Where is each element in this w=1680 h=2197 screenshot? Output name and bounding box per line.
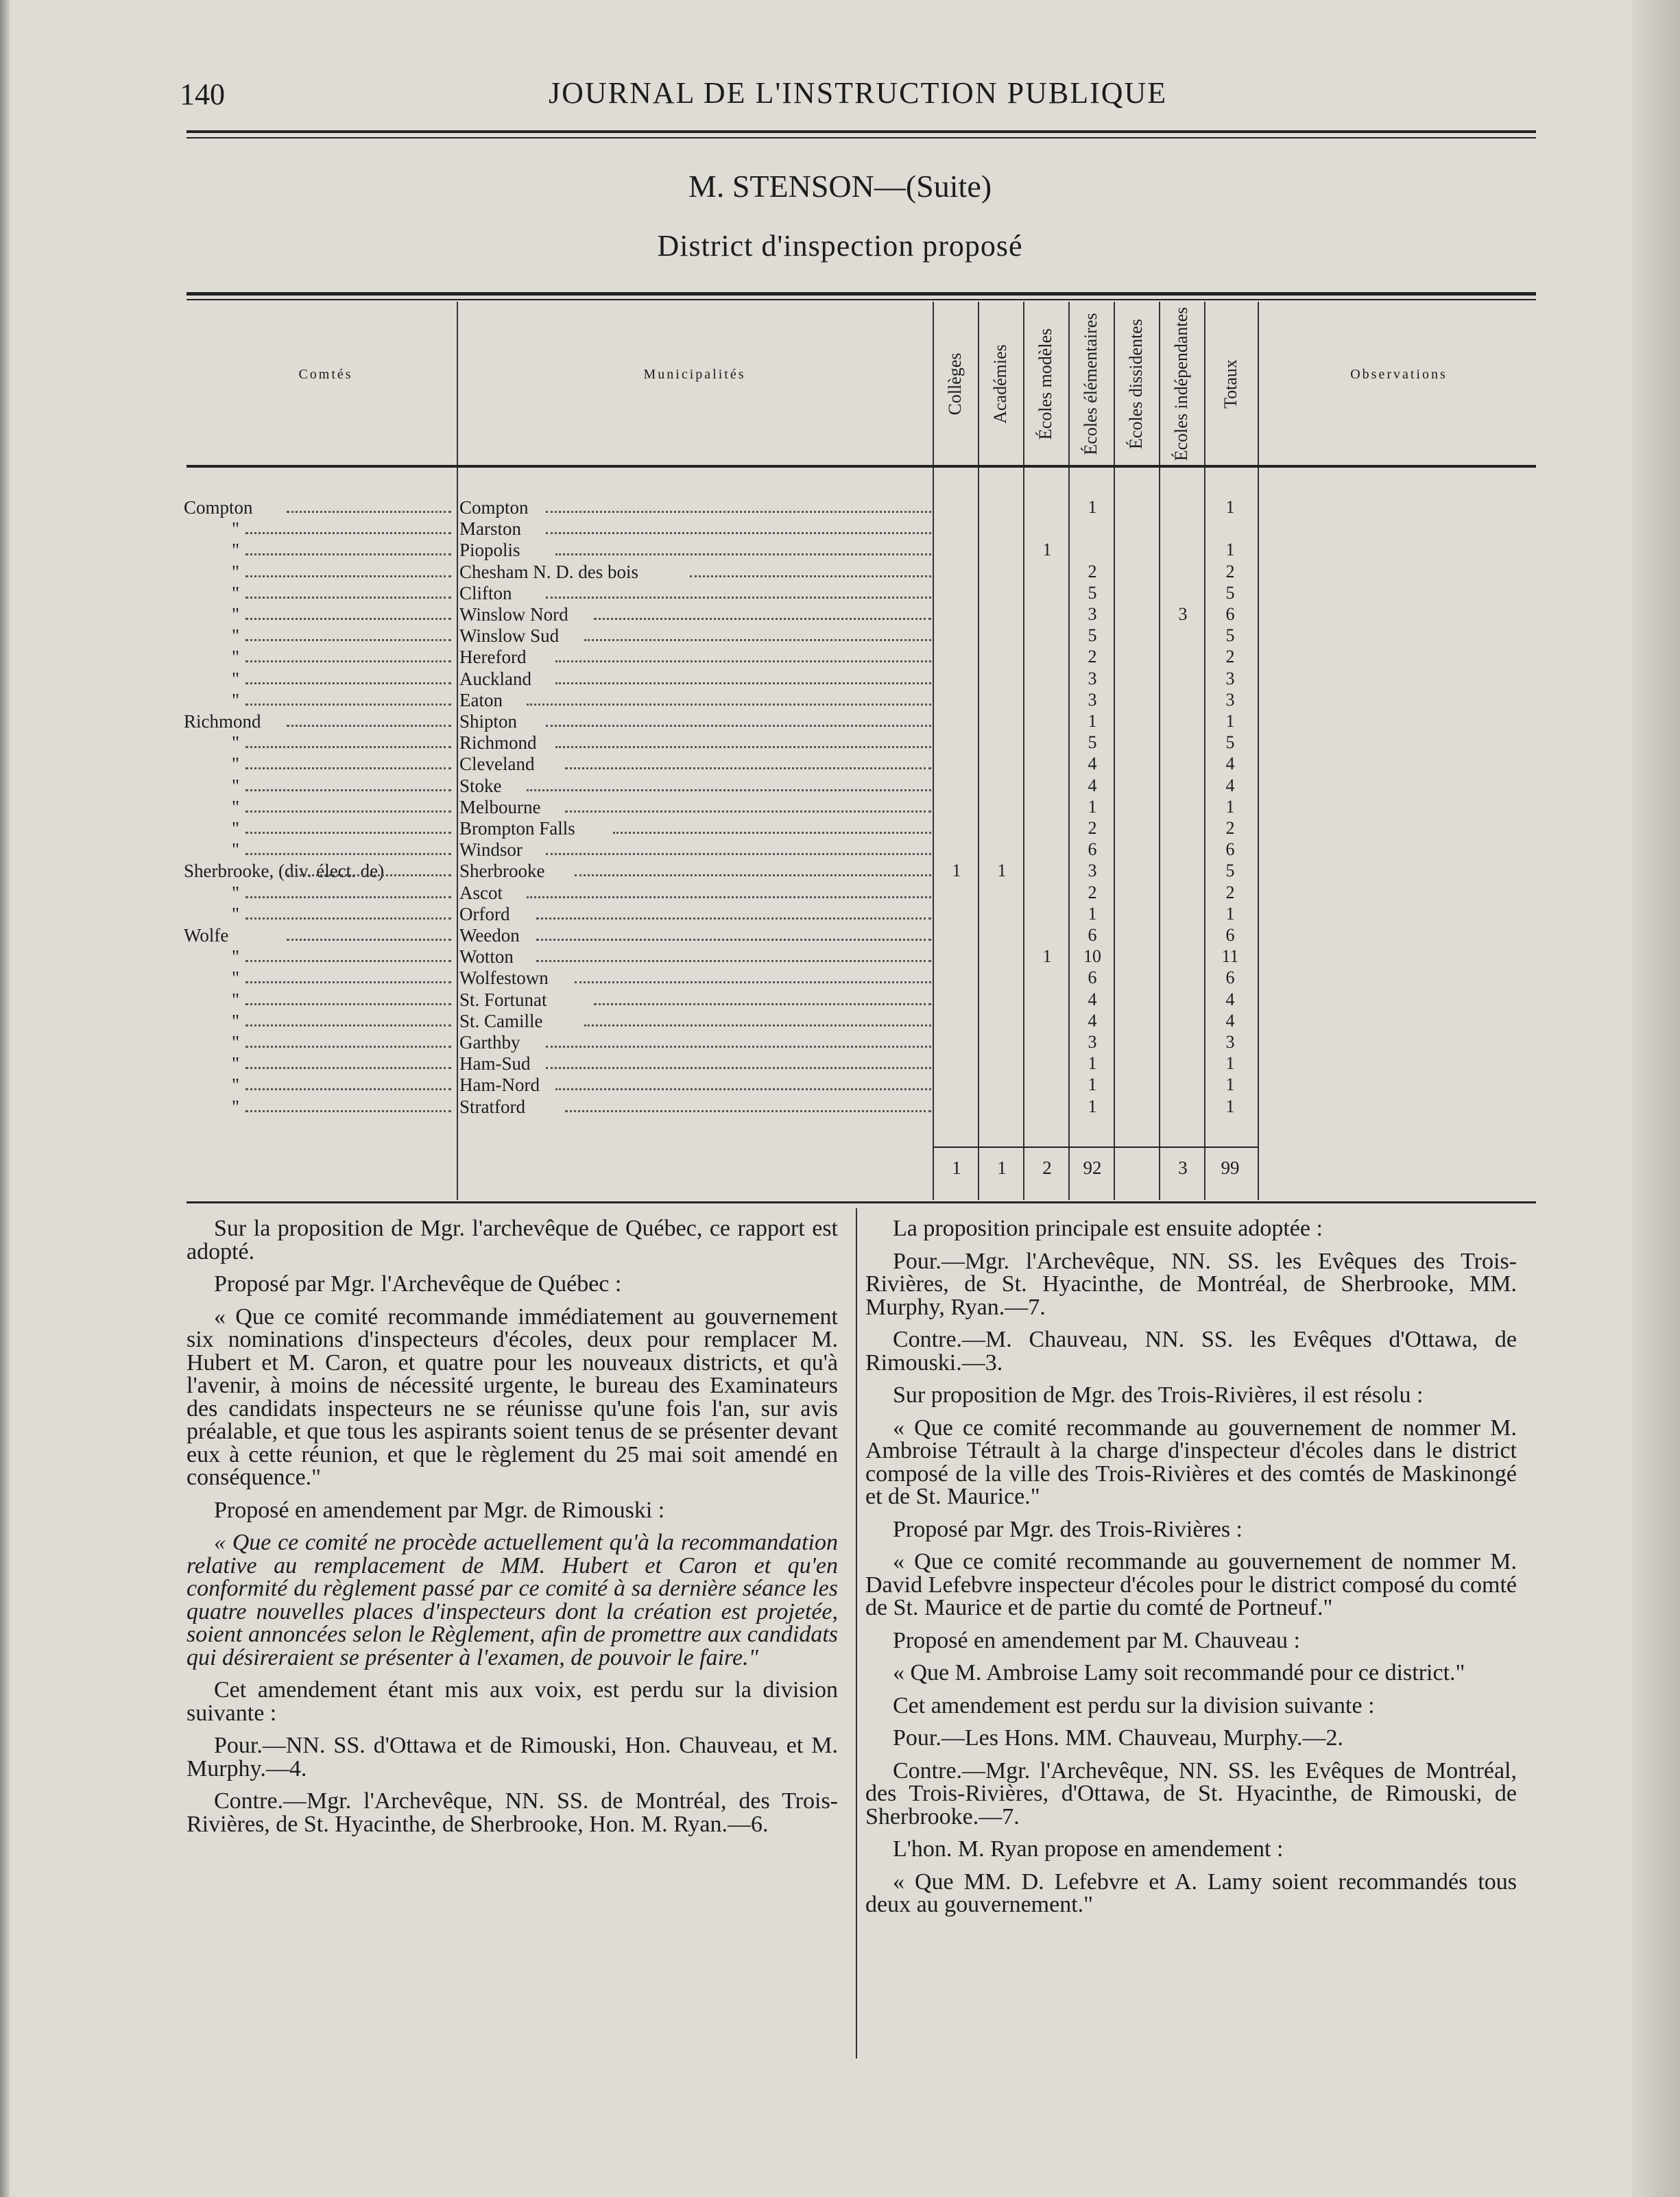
count-ele: 2 xyxy=(1088,561,1097,581)
municipality-cell: Shipton xyxy=(459,711,518,732)
county-cell: " xyxy=(232,604,240,625)
leader-dots xyxy=(245,959,451,962)
leader-dots xyxy=(245,659,451,662)
table-title: M. STENSON—(Suite) xyxy=(688,169,992,204)
county-cell: " xyxy=(232,754,240,775)
leader-dots xyxy=(245,788,451,791)
count-ele: 6 xyxy=(1088,968,1097,988)
table-row xyxy=(184,583,1267,604)
county-cell: " xyxy=(232,647,240,668)
leader-dots xyxy=(245,852,451,855)
count-tot: 3 xyxy=(1225,668,1235,688)
municipality-cell: Hereford xyxy=(459,647,527,668)
leader-dots xyxy=(245,1023,451,1027)
county-cell: Sherbrooke, (div. élect. de) xyxy=(184,861,385,882)
municipality-cell: Windsor xyxy=(459,839,523,861)
municipality-cell: Auckland xyxy=(459,668,531,689)
leader-dots xyxy=(565,809,931,813)
leader-dots xyxy=(536,937,931,941)
municipality-cell: Winslow Sud xyxy=(459,625,560,647)
municipality-cell: Wolfestown xyxy=(459,968,549,989)
county-cell: " xyxy=(232,689,240,710)
table-row xyxy=(184,518,1267,540)
totals-row xyxy=(184,1157,1267,1179)
leader-dots xyxy=(245,681,451,684)
leader-dots xyxy=(245,1109,451,1112)
table-bottom-rule xyxy=(187,1201,1536,1203)
table-row xyxy=(184,625,1267,647)
municipality-cell: Garthby xyxy=(459,1032,520,1053)
count-ele: 1 xyxy=(1088,796,1097,817)
col-header-municipalites: Municipalités xyxy=(643,367,746,382)
table-row xyxy=(184,562,1267,583)
leader-dots xyxy=(287,873,451,876)
count-ele: 2 xyxy=(1088,818,1097,838)
county-cell: " xyxy=(232,1096,240,1117)
count-ele: 1 xyxy=(1088,1096,1097,1116)
vote-pour: Pour.—NN. SS. d'Ottawa et de Rimouski, Hon. Chauveau, et M. Murphy.—4. xyxy=(187,1733,838,1781)
count-ele: 1 xyxy=(1088,903,1097,924)
leader-dots xyxy=(287,723,451,727)
leader-dots xyxy=(690,574,931,577)
count-tot: 1 xyxy=(1225,1053,1235,1074)
municipality-cell: Brompton Falls xyxy=(459,818,575,839)
count-ele: 4 xyxy=(1088,754,1097,774)
table-row xyxy=(184,1011,1267,1032)
leader-dots xyxy=(245,1087,451,1090)
count-ele: 1 xyxy=(1088,1053,1097,1074)
leader-dots xyxy=(245,1066,451,1069)
count-ele: 2 xyxy=(1088,882,1097,902)
table-row xyxy=(184,861,1267,882)
table-row xyxy=(184,690,1267,711)
count-tot: 2 xyxy=(1225,647,1235,667)
leader-dots xyxy=(245,702,451,706)
paragraph: Sur proposition de Mgr. des Trois-Rivières, il est résolu : xyxy=(893,1382,1424,1408)
leader-dots xyxy=(546,595,931,599)
leader-dots xyxy=(594,1002,931,1005)
column-divider xyxy=(856,1208,857,2058)
count-tot: 6 xyxy=(1225,925,1235,945)
col-header-observations: Observations xyxy=(1350,367,1448,382)
leader-dots xyxy=(546,1066,931,1069)
leader-dots xyxy=(245,574,451,577)
col-header-comtes: Comtés xyxy=(298,367,353,382)
col-header-ecoles-dissidentes: Écoles dissidentes xyxy=(1126,319,1146,449)
municipality-cell: Wotton xyxy=(459,946,514,968)
county-cell: Wolfe xyxy=(184,925,229,946)
quotation: « Que M. Ambroise Lamy soit recommandé pour ce district." xyxy=(893,1660,1465,1685)
count-mod: 1 xyxy=(1042,540,1052,560)
totals-rule xyxy=(934,1146,1258,1148)
count-tot: 1 xyxy=(1225,497,1235,517)
count-tot: 5 xyxy=(1225,582,1235,603)
county-cell: " xyxy=(232,839,240,861)
county-cell: " xyxy=(232,946,240,968)
table-row xyxy=(184,497,1267,518)
count-col: 1 xyxy=(952,861,961,881)
leader-dots xyxy=(555,745,931,748)
count-mod: 1 xyxy=(1042,946,1052,967)
count-tot: 1 xyxy=(1225,796,1235,817)
municipality-cell: Chesham N. D. des bois xyxy=(459,561,638,582)
municipality-cell: Sherbrooke xyxy=(459,861,545,882)
leader-dots xyxy=(546,531,931,534)
leader-dots xyxy=(546,1044,931,1048)
count-ele: 1 xyxy=(1088,1075,1097,1095)
leader-dots xyxy=(245,809,451,813)
leader-dots xyxy=(546,723,931,727)
count-tot: 6 xyxy=(1225,604,1235,624)
col-header-totaux: Totaux xyxy=(1221,359,1240,409)
table-row xyxy=(184,776,1267,797)
leader-dots xyxy=(584,638,931,641)
count-ind: 3 xyxy=(1178,604,1188,624)
count-tot: 1 xyxy=(1225,540,1235,560)
leader-dots xyxy=(536,916,931,920)
county-cell: " xyxy=(232,796,240,817)
table-row xyxy=(184,1096,1267,1118)
count-aca: 1 xyxy=(997,861,1007,881)
leader-dots xyxy=(245,916,451,920)
count-ele: 3 xyxy=(1088,861,1097,881)
leader-dots xyxy=(245,552,451,555)
count-tot: 2 xyxy=(1225,882,1235,902)
county-cell: " xyxy=(232,903,240,924)
municipality-cell: Eaton xyxy=(459,689,503,710)
municipality-cell: Melbourne xyxy=(459,796,541,817)
leader-dots xyxy=(565,1109,931,1112)
quotation: « Que ce comité recommande au gouvernement de nommer M. Ambroise Tétrault à la charge d'inspecteur d'écoles dans le district composé de la ville des Trois-Rivières et des comtés de Maskinongé et de St. Maurice." xyxy=(865,1415,1517,1509)
leader-dots xyxy=(555,681,931,684)
county-cell: " xyxy=(232,625,240,647)
col-header-ecoles-independantes: Écoles indépendantes xyxy=(1171,307,1191,461)
paragraph: L'hon. M. Ryan propose en amendement : xyxy=(893,1836,1284,1862)
leader-dots xyxy=(575,980,931,983)
count-ele: 3 xyxy=(1088,1032,1097,1052)
count-ele: 4 xyxy=(1088,775,1097,795)
table-row xyxy=(184,968,1267,989)
quotation: « Que ce comité recommande immédiatement au gouvernement six nominations d'inspecteurs d'écoles, deux pour remplacer M. Hubert et M. Caron, et quatre pour les nouveaux districts, et qu'à l'avenir, à moins de nécessité urgente, le bureau des Examinateurs des candidats inspecteurs ne se réunisse qu'une fois l'an, sur avis préalable, et que tous les aspirants soient tenus de se présenter devant eux à cette réunion, et que le règlement du 25 mai soit amendé en conséquence." xyxy=(187,1304,838,1490)
vote-contre: Contre.—Mgr. l'Archevêque, NN. SS. les Evêques de Montréal, des Trois-Rivières, d'Ottawa, de St. Hyacinthe, de Rimouski, de Sherbrooke.—7. xyxy=(865,1757,1517,1829)
vote-pour: Pour.—Mgr. l'Archevêque, NN. SS. les Evêques des Trois-Rivières, de St. Hyacinthe, de Montréal, de Sherbrooke, MM. Murphy, Ryan.—7. xyxy=(865,1248,1517,1320)
municipality-cell: Marston xyxy=(459,518,521,540)
municipality-cell: Weedon xyxy=(459,925,520,946)
total-totaux: 99 xyxy=(1221,1157,1240,1178)
leader-dots xyxy=(555,659,931,662)
table-row xyxy=(184,732,1267,754)
municipality-cell: Stoke xyxy=(459,775,502,796)
county-cell: " xyxy=(232,1032,240,1053)
count-ele: 4 xyxy=(1088,1010,1097,1031)
leader-dots xyxy=(584,1023,931,1027)
table-row xyxy=(184,925,1267,946)
county-cell: " xyxy=(232,540,240,561)
table-row xyxy=(184,669,1267,690)
scan-edge-left xyxy=(0,0,10,2197)
total-colleges: 1 xyxy=(952,1157,961,1178)
municipality-cell: Compton xyxy=(459,497,529,518)
scan-edge-right xyxy=(1632,0,1680,2197)
table-row xyxy=(184,1032,1267,1053)
count-tot: 1 xyxy=(1225,903,1235,924)
count-tot: 6 xyxy=(1225,839,1235,860)
county-cell: " xyxy=(232,989,240,1010)
count-ele: 6 xyxy=(1088,839,1097,860)
table-row xyxy=(184,818,1267,839)
paragraph: Proposé par Mgr. l'Archevêque de Québec : xyxy=(214,1271,622,1297)
municipality-cell: Clifton xyxy=(459,582,512,603)
table-row xyxy=(184,754,1267,775)
count-ele: 3 xyxy=(1088,689,1097,710)
paragraph: Proposé en amendement par Mgr. de Rimouski : xyxy=(214,1497,665,1523)
vote-contre: Contre.—M. Chauveau, NN. SS. les Evêques d'Ottawa, de Rimouski.—3. xyxy=(865,1327,1517,1376)
leader-dots xyxy=(546,509,931,513)
col-header-colleges: Collèges xyxy=(945,352,965,416)
county-cell: " xyxy=(232,1010,240,1031)
count-ele: 5 xyxy=(1088,732,1097,753)
table-row xyxy=(184,647,1267,668)
leader-dots xyxy=(287,937,451,941)
municipality-cell: Stratford xyxy=(459,1096,525,1117)
county-cell: " xyxy=(232,668,240,689)
leader-dots xyxy=(245,531,451,534)
paragraph: La proposition principale est ensuite adoptée : xyxy=(893,1216,1323,1241)
table-row xyxy=(184,797,1267,818)
col-header-ecoles-modeles: Écoles modèles xyxy=(1035,328,1055,440)
col-header-ecoles-elementaires: Écoles élémentaires xyxy=(1081,313,1101,455)
paragraph: Cet amendement étant mis aux voix, est perdu sur la division suivante : xyxy=(187,1677,838,1726)
total-elementaires: 92 xyxy=(1083,1157,1102,1178)
leader-dots xyxy=(245,766,451,769)
leader-dots xyxy=(245,895,451,898)
municipality-cell: Piopolis xyxy=(459,540,520,561)
county-cell: " xyxy=(232,582,240,603)
leader-dots xyxy=(245,1044,451,1048)
county-cell: Richmond xyxy=(184,711,261,732)
count-tot: 1 xyxy=(1225,1096,1235,1116)
municipality-cell: St. Camille xyxy=(459,1010,543,1031)
col-header-academies: Académies xyxy=(990,344,1010,424)
county-cell: " xyxy=(232,518,240,540)
table-row xyxy=(184,883,1267,904)
leader-dots xyxy=(565,766,931,769)
count-ele: 3 xyxy=(1088,668,1097,688)
table-row xyxy=(184,1075,1267,1096)
municipality-cell: Richmond xyxy=(459,732,537,754)
leader-dots xyxy=(245,745,451,748)
total-independantes: 3 xyxy=(1178,1157,1188,1178)
count-tot: 3 xyxy=(1225,689,1235,710)
municipality-cell: Ham-Nord xyxy=(459,1075,540,1096)
leader-dots xyxy=(245,638,451,641)
leader-dots xyxy=(555,1087,931,1090)
count-tot: 6 xyxy=(1225,968,1235,988)
leader-dots xyxy=(527,895,931,898)
municipality-cell: St. Fortunat xyxy=(459,989,547,1010)
count-tot: 5 xyxy=(1225,732,1235,753)
paragraph: Cet amendement est perdu sur la division suivante : xyxy=(893,1692,1375,1718)
leader-dots xyxy=(527,702,931,706)
running-title: JOURNAL DE L'INSTRUCTION PUBLIQUE xyxy=(549,76,1168,110)
paragraph: Sur la proposition de Mgr. l'archevêque de Québec, ce rapport est adopté. xyxy=(187,1216,838,1264)
count-ele: 1 xyxy=(1088,497,1097,517)
table-row xyxy=(184,711,1267,732)
leader-dots xyxy=(287,509,451,513)
count-ele: 6 xyxy=(1088,925,1097,945)
municipality-cell: Winslow Nord xyxy=(459,604,568,625)
vote-pour: Pour.—Les Hons. MM. Chauveau, Murphy.—2. xyxy=(893,1725,1343,1751)
leader-dots xyxy=(245,616,451,620)
count-tot: 2 xyxy=(1225,561,1235,581)
county-cell: " xyxy=(232,1053,240,1075)
table-row xyxy=(184,989,1267,1011)
text-column-right xyxy=(865,1217,1517,1926)
leader-dots xyxy=(245,1002,451,1005)
count-ele: 5 xyxy=(1088,582,1097,603)
leader-dots xyxy=(536,959,931,962)
count-tot: 4 xyxy=(1225,775,1235,795)
count-ele: 5 xyxy=(1088,625,1097,646)
county-cell: " xyxy=(232,775,240,796)
count-ele: 10 xyxy=(1083,946,1101,967)
quotation: « Que MM. D. Lefebvre et A. Lamy soient recommandés tous deux au gouvernement." xyxy=(865,1869,1517,1917)
count-tot: 1 xyxy=(1225,1075,1235,1095)
county-cell: " xyxy=(232,1075,240,1096)
leader-dots xyxy=(245,595,451,599)
count-tot: 11 xyxy=(1221,946,1239,967)
table-row xyxy=(184,839,1267,861)
county-cell: " xyxy=(232,732,240,754)
paragraph: Proposé en amendement par M. Chauveau : xyxy=(893,1627,1300,1653)
quotation: « Que ce comité ne procède actuellement qu'à la recommandation relative au remplacement de MM. Hubert et Caron et qu'en conformité du règlement passé par ce comité à sa dernière séance les quatre nouvelles places d'inspecteurs dont la création est projetée, soient annoncées selon le Règlement, afin de promettre aux candidats qui désireraient se présenter à l'examen, de pouvoir le faire." xyxy=(187,1530,838,1670)
county-cell: " xyxy=(232,818,240,839)
table-row xyxy=(184,904,1267,925)
municipality-cell: Orford xyxy=(459,903,510,924)
count-ele: 1 xyxy=(1088,711,1097,731)
count-ele: 4 xyxy=(1088,989,1097,1009)
page-number: 140 xyxy=(180,77,225,111)
table-row xyxy=(184,1053,1267,1075)
municipality-cell: Ham-Sud xyxy=(459,1053,531,1075)
count-tot: 5 xyxy=(1225,625,1235,646)
leader-dots xyxy=(575,873,931,876)
count-tot: 4 xyxy=(1225,1010,1235,1031)
leader-dots xyxy=(245,830,451,834)
count-tot: 1 xyxy=(1225,711,1235,731)
county-cell: Compton xyxy=(184,497,253,518)
count-tot: 4 xyxy=(1225,754,1235,774)
county-cell: " xyxy=(232,968,240,989)
table-top-rule xyxy=(187,292,1536,296)
leader-dots xyxy=(555,552,931,555)
table-top-rule-thin xyxy=(187,299,1536,300)
total-academies: 1 xyxy=(997,1157,1007,1178)
table-row xyxy=(184,540,1267,561)
paragraph: Proposé par Mgr. des Trois-Rivières : xyxy=(893,1516,1243,1542)
county-cell: " xyxy=(232,561,240,582)
text-column-left xyxy=(187,1217,838,1845)
leader-dots xyxy=(245,980,451,983)
leader-dots xyxy=(613,830,931,834)
quotation: « Que ce comité recommande au gouvernement de nommer M. David Lefebvre inspecteur d'écoles pour le district composé du comté de St. Maurice et de partie du comté de Portneuf." xyxy=(865,1549,1517,1620)
count-ele: 2 xyxy=(1088,647,1097,667)
count-tot: 3 xyxy=(1225,1032,1235,1052)
header-rule xyxy=(187,130,1536,133)
table-row xyxy=(184,946,1267,968)
leader-dots xyxy=(546,852,931,855)
municipality-cell: Cleveland xyxy=(459,754,535,775)
count-ele: 3 xyxy=(1088,604,1097,624)
leader-dots xyxy=(594,616,931,620)
count-tot: 5 xyxy=(1225,861,1235,881)
leader-dots xyxy=(527,788,931,791)
total-modeles: 2 xyxy=(1042,1157,1052,1178)
count-tot: 4 xyxy=(1225,989,1235,1009)
header-rule-thin xyxy=(187,137,1536,139)
table-subtitle: District d'inspection proposé xyxy=(657,229,1023,263)
county-cell: " xyxy=(232,882,240,903)
count-tot: 2 xyxy=(1225,818,1235,838)
header-bottom-rule xyxy=(187,465,1536,468)
table-row xyxy=(184,604,1267,625)
municipality-cell: Ascot xyxy=(459,882,503,903)
vote-contre: Contre.—Mgr. l'Archevêque, NN. SS. de Montréal, des Trois-Rivières, de St. Hyacinthe, de Sherbrooke, Hon. M. Ryan.—6. xyxy=(187,1788,838,1837)
